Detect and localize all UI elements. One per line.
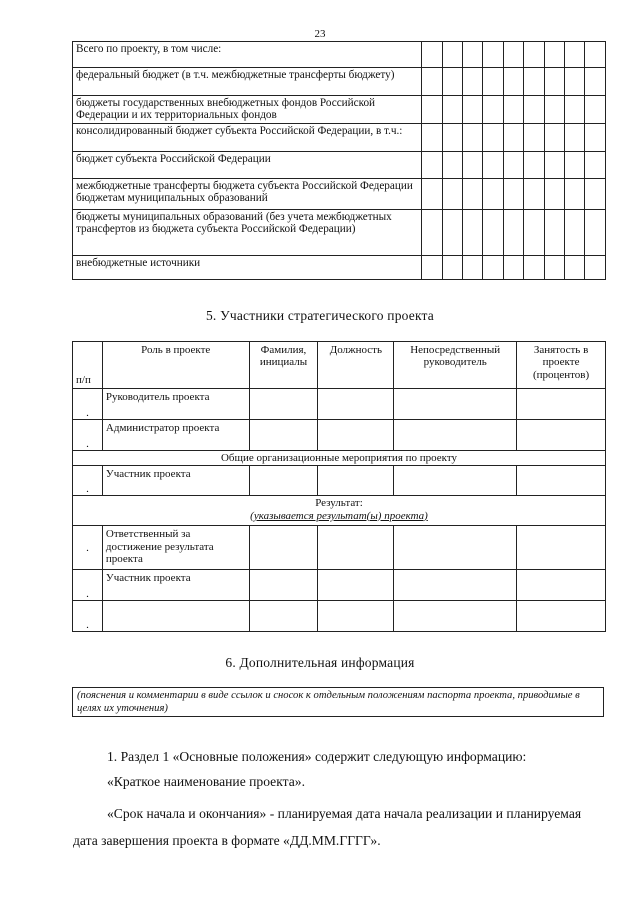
table-row: [73, 210, 606, 256]
table-row: [73, 389, 606, 420]
table-row: [73, 179, 606, 210]
table-row: [73, 256, 606, 280]
role-responsible: Ответственный за достижение результата проекта: [102, 526, 249, 570]
row-number: .: [73, 526, 103, 570]
row-number: .: [73, 570, 103, 601]
participants-table: [72, 341, 606, 632]
budget-row-label: консолидированный бюджет субъекта Российской Федерации, в т.ч.:: [73, 124, 422, 152]
budget-row-label: федеральный бюджет (в т.ч. межбюджетные трансферты бюджету): [73, 68, 422, 96]
role-leader: Руководитель проекта: [102, 389, 249, 420]
budget-row-label: внебюджетные источники: [73, 256, 422, 280]
budget-row-label: бюджет субъекта Российской Федерации: [73, 152, 422, 179]
row-number: .: [73, 601, 103, 632]
header-num: п/п: [73, 342, 103, 389]
additional-info-box: (пояснения и комментарии в виде ссылок и сносок к отдельным положениям паспорта проекта, приводимые в целях их уточнения): [72, 687, 604, 717]
header-role: Роль в проекте: [102, 342, 249, 389]
result-label: Результат:: [315, 497, 363, 510]
role-participant: Участник проекта: [102, 466, 249, 496]
result-hint: (указывается результат(ы) проекта): [250, 509, 428, 522]
table-row: [73, 526, 606, 570]
row-number: .: [73, 389, 103, 420]
table-row: [73, 466, 606, 496]
section-6-title: 6. Дополнительная информация: [225, 655, 415, 670]
table-row: [73, 496, 606, 526]
budget-row-label: межбюджетные трансферты бюджета субъекта Российской Федерации бюджетам муниципальных образований: [73, 179, 422, 210]
budget-row-label: бюджеты государственных внебюджетных фондов Российской Федерации и их территориальных фондов: [73, 96, 422, 124]
role-admin: Администратор проекта: [102, 420, 249, 451]
budget-sources-table: [72, 41, 606, 280]
body-paragraph-2: «Краткое наименование проекта».: [107, 774, 305, 789]
page-number: 23: [314, 28, 326, 40]
header-supervisor: Непосредственный руководитель: [394, 342, 517, 389]
budget-row-label: Всего по проекту, в том числе:: [73, 42, 422, 68]
general-events-row: Общие организационные мероприятия по проекту: [73, 451, 606, 466]
table-row: [73, 420, 606, 451]
table-row: [73, 68, 606, 96]
body-paragraph-1: 1. Раздел 1 «Основные положения» содержит следующую информацию:: [107, 749, 527, 764]
table-row: [73, 124, 606, 152]
body-paragraph-3: «Срок начала и окончания» - планируемая дата начала реализации и планируемая дата завершения проекта в формате «ДД.ММ.ГГГГ».: [73, 806, 582, 848]
header-name: Фамилия, инициалы: [249, 342, 318, 389]
table-row: [73, 96, 606, 124]
table-row: [73, 42, 606, 68]
row-number: .: [73, 466, 103, 496]
table-row: [73, 152, 606, 179]
header-employment: Занятость в проекте (процентов): [517, 342, 606, 389]
section-5-title: 5. Участники стратегического проекта: [205, 308, 435, 323]
row-number: .: [73, 420, 103, 451]
table-row: [73, 570, 606, 601]
result-row: [73, 496, 606, 526]
table-row: [73, 601, 606, 632]
table-row: [73, 451, 606, 466]
header-position: Должность: [318, 342, 394, 389]
budget-row-label: бюджеты муниципальных образований (без учета межбюджетных трансфертов из бюджета субъекта Российской Федерации): [73, 210, 422, 256]
participants-header-row: [73, 342, 606, 389]
role-participant: Участник проекта: [102, 570, 249, 601]
